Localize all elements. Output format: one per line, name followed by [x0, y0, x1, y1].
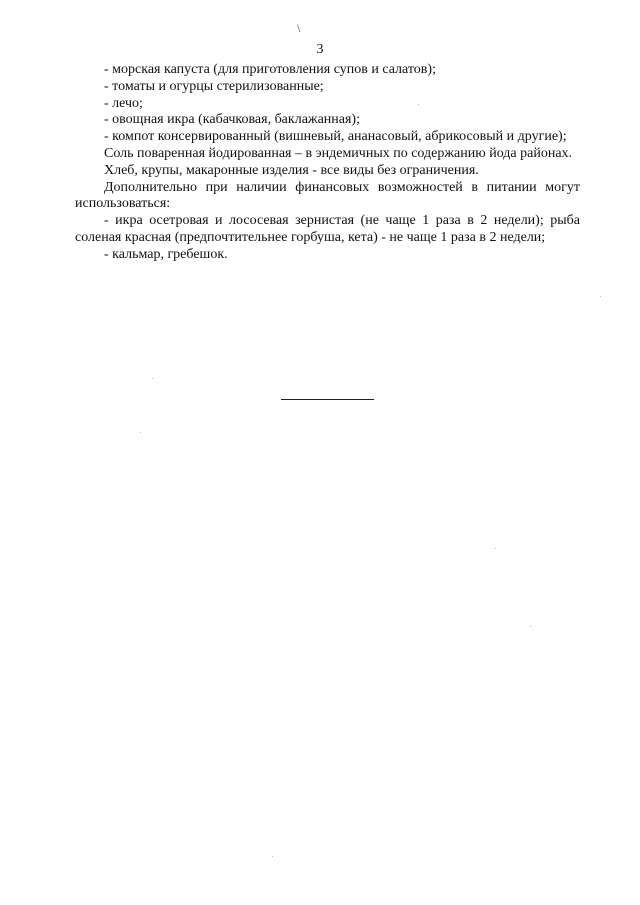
list-item-squid-scallop: - кальмар, гребешок. — [104, 246, 228, 262]
scan-speck — [530, 626, 531, 627]
scan-speck — [418, 104, 419, 105]
list-item-lecho: - лечо; — [104, 95, 143, 111]
list-item-vegetable-caviar: - овощная икра (кабачковая, баклажанная); — [104, 112, 360, 128]
list-item-caviar-fish: - икра осетровая и лососевая зернистая (не чаще 1 раза в 2 недели); рыба соленая красная (предпочтительнее горбуша, кета) - не чаще 1 раза в 2 недели; — [75, 213, 580, 245]
list-item-compote: - компот консервированный (вишневый, ананасовый, абрикосовый и другие); — [104, 129, 567, 145]
list-item-seaweed: - морская капуста (для приготовления супов и салатов); — [104, 62, 436, 77]
scan-speck — [152, 378, 153, 379]
scan-speck — [600, 296, 601, 297]
scan-mark: \ — [297, 21, 301, 35]
end-of-text-rule — [281, 399, 374, 400]
list-item-tomatoes-cucumbers: - томаты и огурцы стерилизованные; — [104, 78, 324, 94]
page-number: 3 — [316, 42, 324, 57]
paragraph-additional: Дополнительно при наличии финансовых возможностей в питании могут использоваться: — [75, 179, 580, 212]
paragraph-iodized-salt: Соль поваренная йодированная – в эндемичных по содержанию йода районах. — [104, 145, 573, 161]
scan-speck — [495, 548, 496, 549]
document-body — [75, 62, 580, 264]
scan-speck — [272, 856, 273, 857]
paragraph-bread-cereals: Хлеб, крупы, макаронные изделия - все виды без ограничения. — [104, 162, 479, 178]
scan-speck — [140, 432, 141, 433]
